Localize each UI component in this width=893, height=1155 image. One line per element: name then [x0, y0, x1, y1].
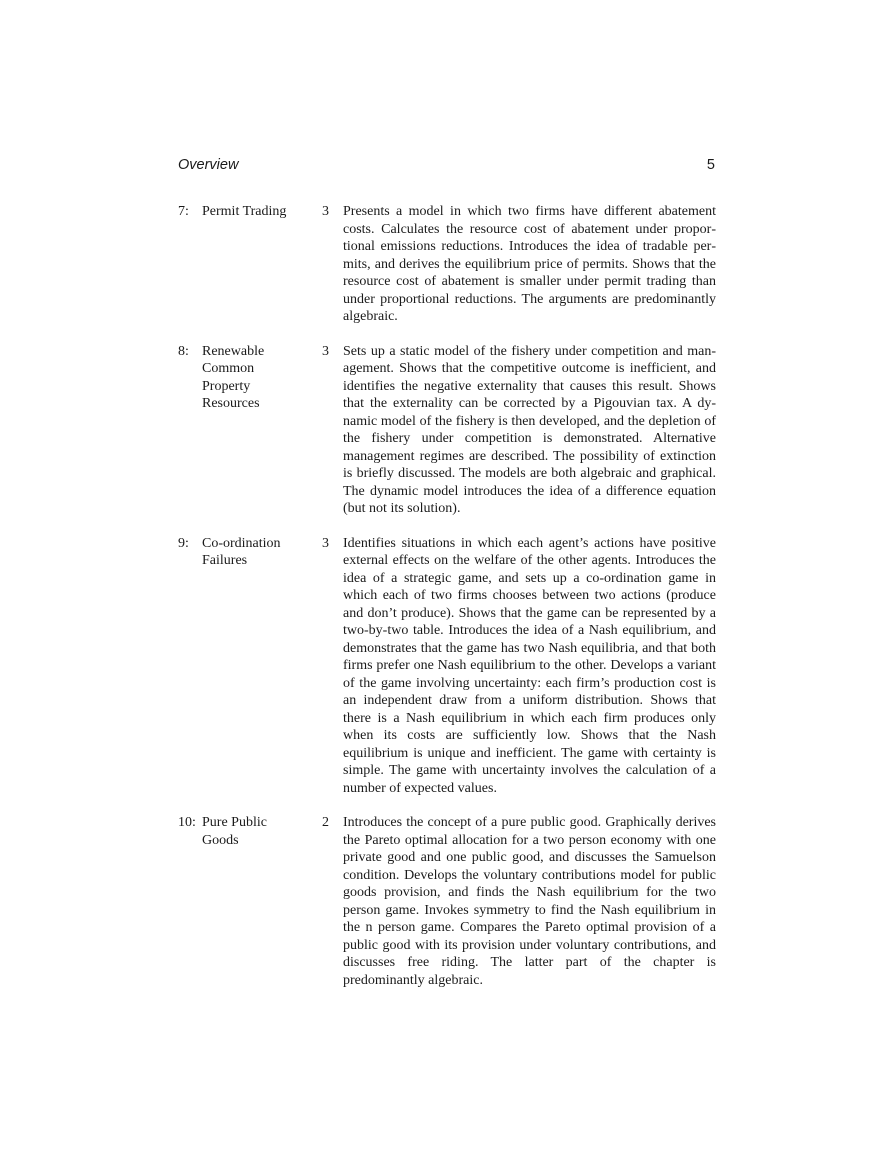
chapter-description: Introduces the concept of a pure public good. Graphically derives the Pareto optimal allocation for a two person economy with one private good and one public good, and discusses the Samuelson condition. Develops the voluntary contributions model for public goods provision, and finds the Nash equilibrium for the two person game. Invokes symmetry to find the Nash equilibrium in the n person game. Compares the Pareto optimal provision of a public good with its provision under voluntary contributions, and discusses free riding. The latter part of the chapter is predominantly algebraic.	[343, 815, 716, 988]
running-title: Overview	[178, 157, 239, 173]
chapter-title-line: Common	[202, 361, 255, 376]
chapter-description: Identifies situations in which each agent’s actions have positive external effects on the welfare of the other agents. Introduces the idea of a strategic game, and sets up a co-ordination game in which each of two firms chooses between two actions (produce and don’t produce). Shows that the game can be represented by a two-by-two table. Introduces the idea of a Nash equilibrium, and demonstrates that the game has two Nash equilibria, and that both firms prefer one Nash equilibrium to the other. Develops a variant of the game involving uncertainty: each firm’s production cost is an independent draw from a uniform distribution. Shows that there is a Nash equilibrium in which each firm produces only when its costs are sufficiently low. Shows that the Nash equilibrium is unique and inefficient. The game with certainty is simple. The game with uncertainty involves the calculation of a number of expected values.	[343, 535, 716, 796]
chapter-entry-9	[178, 535, 716, 798]
chapter-title-line: Goods	[202, 832, 239, 848]
chapter-title-line: Failures	[202, 553, 248, 568]
chapter-title-line: Resources	[202, 396, 260, 411]
difficulty-level: 3	[322, 535, 329, 551]
chapter-title	[202, 814, 302, 849]
chapter-title-line: Pure Public	[202, 815, 267, 830]
chapter-number: 9:	[178, 535, 189, 551]
chapter-entry-7	[178, 203, 716, 326]
chapter-title	[202, 343, 302, 413]
chapter-overview-list	[178, 203, 716, 1006]
chapter-number: 10:	[178, 815, 196, 830]
running-header	[178, 157, 715, 177]
difficulty-level: 3	[322, 204, 329, 219]
difficulty-level: 3	[322, 343, 329, 359]
chapter-title-line: Co-ordination	[202, 535, 281, 551]
page-number: 5	[706, 157, 715, 173]
chapter-title	[202, 203, 302, 221]
chapter-description: Presents a model in which two firms have different abatement costs. Calculates the resource cost of abatement under proportional emissions reductions. Introduces the idea of tradable permits, and derives the equilibrium price of permits. Shows that the resource cost of abatement is smaller under permit trading than under proportional reductions. The arguments are predominantly algebraic.	[343, 204, 716, 324]
difficulty-level: 2	[322, 815, 329, 830]
chapter-title-line: Renewable	[202, 343, 265, 359]
chapter-number: 7:	[178, 204, 189, 219]
chapter-entry-10	[178, 814, 716, 989]
chapter-title	[202, 535, 302, 570]
chapter-entry-8	[178, 343, 716, 518]
chapter-number: 8:	[178, 343, 189, 359]
chapter-title-line: Property	[202, 378, 251, 394]
chapter-description: Sets up a static model of the fishery under competition and management. Shows that the competitive outcome is inefficient, and identifies the negative externality that causes this result. Shows that the externality can be corrected by a Pigouvian tax. A dynamic model of the fishery is then developed, and the depletion of the fishery under competition is demonstrated. Alternative management regimes are described. The possibility of extinction is briefly discussed. The models are both algebraic and graphical. The dynamic model introduces the idea of a difference equation (but not its solution).	[343, 343, 716, 516]
chapter-title-line: Permit Trading	[202, 204, 287, 219]
